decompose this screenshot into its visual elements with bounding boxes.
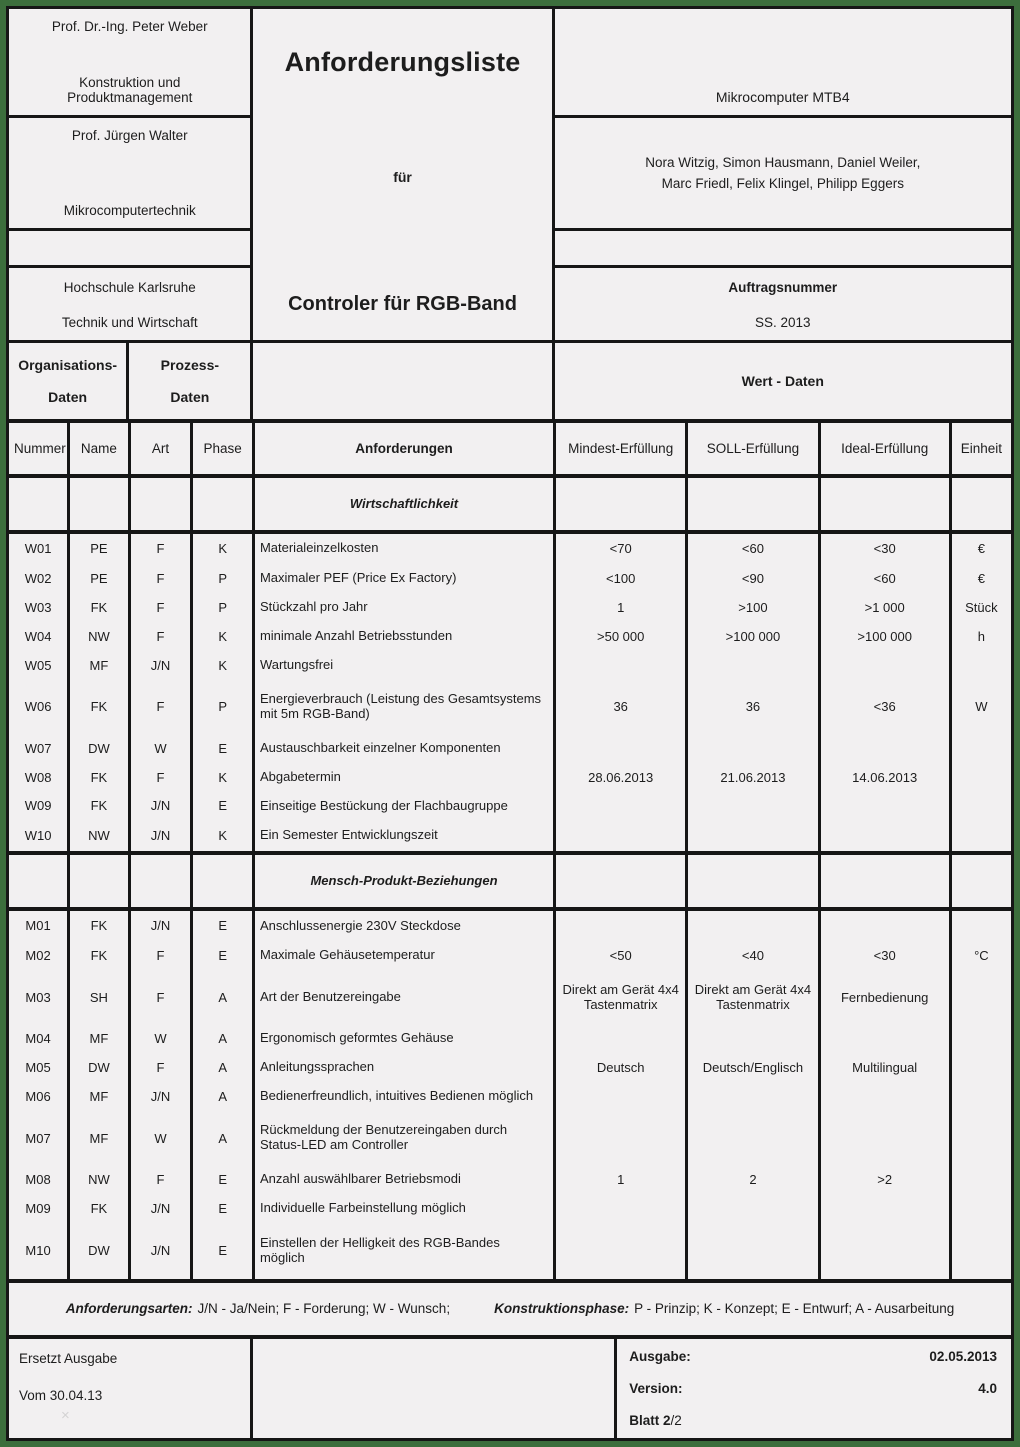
cell-mindest-erfuellung — [555, 1024, 687, 1053]
cell-soll-erfuellung: 21.06.2013 — [687, 763, 819, 792]
cell-mindest-erfuellung — [555, 1223, 687, 1281]
cell-phase: A — [192, 1024, 254, 1053]
requirement-row — [9, 593, 1011, 622]
cell-phase: E — [192, 792, 254, 821]
cell-einheit: € — [950, 564, 1011, 593]
professor-1-name: Prof. Dr.-Ing. Peter Weber — [51, 19, 208, 34]
cell-mindest-erfuellung: <100 — [555, 564, 687, 593]
footer-edition-box — [617, 1339, 1011, 1438]
cell-einheit — [950, 820, 1011, 852]
cell-name: NW — [69, 820, 130, 852]
cell-ideal-erfuellung — [819, 909, 950, 941]
cell-nummer: M10 — [9, 1223, 69, 1281]
cell-mindest-erfuellung — [555, 1194, 687, 1223]
cell-art: J/N — [129, 909, 192, 941]
col-name: Name — [69, 423, 130, 476]
team-members-line2: Marc Friedl, Felix Klingel, Philipp Eggers — [661, 176, 904, 191]
table-column-header-row — [9, 423, 1011, 476]
section-empty-cell — [9, 476, 69, 532]
ersetzt-ausgabe-date: Vom 30.04.13 — [19, 1388, 103, 1403]
cell-phase: K — [192, 763, 254, 792]
cell-soll-erfuellung — [687, 792, 819, 821]
cell-nummer: M05 — [9, 1053, 69, 1082]
section-empty-cell — [129, 476, 192, 532]
professor-2-name: Prof. Jürgen Walter — [71, 128, 188, 143]
section-label-mensch-produkt: Mensch-Produkt-Beziehungen — [253, 853, 554, 909]
cell-mindest-erfuellung — [555, 820, 687, 852]
cell-anforderung: Anleitungssprachen — [253, 1053, 554, 1082]
cell-ideal-erfuellung: Multilingual — [819, 1053, 950, 1082]
cell-nummer: M09 — [9, 1194, 69, 1223]
version-row — [629, 1381, 997, 1396]
cell-name: FK — [69, 909, 130, 941]
cell-soll-erfuellung: <90 — [687, 564, 819, 593]
cell-art: J/N — [129, 1194, 192, 1223]
cell-anforderung: Einstellen der Helligkeit des RGB-Bandes möglich — [253, 1223, 554, 1281]
document-title: Anforderungsliste — [284, 47, 521, 77]
cell-einheit — [950, 1053, 1011, 1082]
project-name: Mikrocomputer MTB4 — [715, 89, 850, 105]
requirement-row — [9, 1024, 1011, 1053]
cell-ideal-erfuellung — [819, 1111, 950, 1165]
cell-einheit — [950, 763, 1011, 792]
cell-mindest-erfuellung: 1 — [555, 593, 687, 622]
col-anforderungen: Anforderungen — [253, 423, 554, 476]
cell-soll-erfuellung — [687, 820, 819, 852]
cell-name: FK — [69, 680, 130, 734]
requirement-row — [9, 909, 1011, 941]
cell-anforderung: Anschlussenergie 230V Steckdose — [253, 909, 554, 941]
legend — [14, 1301, 1006, 1316]
cell-ideal-erfuellung: >100 000 — [819, 622, 950, 651]
cell-soll-erfuellung — [687, 1024, 819, 1053]
blatt-label: Blatt 2 — [629, 1413, 671, 1428]
cell-phase: A — [192, 1082, 254, 1111]
cell-mindest-erfuellung — [555, 1082, 687, 1111]
organisations-label: Organisations- — [18, 357, 118, 373]
professor-2-department: Mikrocomputertechnik — [63, 203, 196, 218]
section-empty-cell — [69, 476, 130, 532]
cell-einheit — [950, 1165, 1011, 1194]
cell-phase: K — [192, 622, 254, 651]
cell-phase: P — [192, 680, 254, 734]
cell-nummer: W04 — [9, 622, 69, 651]
cell-soll-erfuellung: Deutsch/Englisch — [687, 1053, 819, 1082]
cell-phase: A — [192, 1053, 254, 1082]
cell-nummer: M08 — [9, 1165, 69, 1194]
university-box — [9, 268, 250, 340]
cell-mindest-erfuellung: <50 — [555, 941, 687, 970]
cell-einheit: h — [950, 622, 1011, 651]
cell-mindest-erfuellung: Direkt am Gerät 4x4 Tastenmatrix — [555, 970, 687, 1024]
version-label: Version: — [629, 1381, 683, 1396]
team-box — [555, 118, 1011, 231]
cell-name: MF — [69, 1082, 130, 1111]
col-ideal-erfuellung: Ideal-Erfüllung — [819, 423, 950, 476]
requirements-table — [9, 423, 1011, 1335]
requirement-row — [9, 564, 1011, 593]
section-empty-cell — [819, 476, 950, 532]
cell-name: FK — [69, 941, 130, 970]
cell-phase: P — [192, 564, 254, 593]
section-empty-cell — [555, 853, 687, 909]
ausgabe-value: 02.05.2013 — [929, 1349, 997, 1364]
cell-ideal-erfuellung: <30 — [819, 532, 950, 564]
cell-phase: K — [192, 651, 254, 680]
cell-einheit — [950, 970, 1011, 1024]
anforderungsliste-form — [6, 6, 1014, 1441]
section-empty-cell — [192, 476, 254, 532]
title-block — [253, 9, 551, 340]
footer-empty-box — [253, 1339, 617, 1438]
cell-art: F — [129, 532, 192, 564]
cell-art: W — [129, 1111, 192, 1165]
col-soll-erfuellung: SOLL-Erfüllung — [687, 423, 819, 476]
cell-ideal-erfuellung: <60 — [819, 564, 950, 593]
cell-name: MF — [69, 651, 130, 680]
cell-phase: E — [192, 941, 254, 970]
cell-anforderung: Wartungsfrei — [253, 651, 554, 680]
cell-mindest-erfuellung: >50 000 — [555, 622, 687, 651]
wert-daten-label: Wert - Daten — [741, 373, 824, 389]
cell-ideal-erfuellung — [819, 651, 950, 680]
form-header — [9, 9, 1011, 343]
cell-einheit — [950, 1111, 1011, 1165]
cell-mindest-erfuellung: 1 — [555, 1165, 687, 1194]
col-mindest-erfuellung: Mindest-Erfüllung — [555, 423, 687, 476]
cell-soll-erfuellung: >100 — [687, 593, 819, 622]
requirement-row — [9, 1053, 1011, 1082]
requirement-row — [9, 763, 1011, 792]
cell-nummer: W10 — [9, 820, 69, 852]
section-row-mensch-produkt — [9, 853, 1011, 909]
cell-ideal-erfuellung — [819, 1223, 950, 1281]
cell-anforderung: Einseitige Bestückung der Flachbaugruppe — [253, 792, 554, 821]
cell-anforderung: Ein Semester Entwicklungszeit — [253, 820, 554, 852]
cell-soll-erfuellung — [687, 734, 819, 763]
cell-art: J/N — [129, 651, 192, 680]
cell-phase: A — [192, 1111, 254, 1165]
cell-nummer: W02 — [9, 564, 69, 593]
cell-phase: E — [192, 1223, 254, 1281]
cell-einheit — [950, 792, 1011, 821]
cell-name: MF — [69, 1024, 130, 1053]
cell-nummer: M02 — [9, 941, 69, 970]
product-name: Controler für RGB-Band — [288, 293, 517, 315]
blatt-row — [629, 1413, 997, 1428]
requirement-row — [9, 1111, 1011, 1165]
cell-art: J/N — [129, 792, 192, 821]
title-connector: für — [393, 169, 412, 185]
cell-soll-erfuellung: 36 — [687, 680, 819, 734]
cell-phase: K — [192, 532, 254, 564]
cell-ideal-erfuellung: <30 — [819, 941, 950, 970]
cell-phase: E — [192, 734, 254, 763]
cell-ideal-erfuellung — [819, 792, 950, 821]
legend-anforderungsarten — [66, 1301, 450, 1316]
requirement-row — [9, 1194, 1011, 1223]
cell-mindest-erfuellung: <70 — [555, 532, 687, 564]
ausgabe-label: Ausgabe: — [629, 1349, 691, 1364]
cell-einheit — [950, 1223, 1011, 1281]
cell-art: J/N — [129, 1082, 192, 1111]
cell-nummer: W07 — [9, 734, 69, 763]
legend-phase-label: Konstruktionsphase: — [494, 1301, 630, 1317]
faint-x-mark: × — [61, 1407, 70, 1424]
cell-einheit: °C — [950, 941, 1011, 970]
cell-art: F — [129, 763, 192, 792]
legend-cell — [9, 1281, 1011, 1335]
cell-soll-erfuellung: 2 — [687, 1165, 819, 1194]
requirement-row — [9, 532, 1011, 564]
cell-soll-erfuellung: >100 000 — [687, 622, 819, 651]
cell-name: FK — [69, 792, 130, 821]
form-footer — [9, 1335, 1011, 1438]
project-box — [555, 9, 1011, 118]
professor-box-1 — [9, 9, 250, 118]
requirement-row — [9, 941, 1011, 970]
cell-art: J/N — [129, 1223, 192, 1281]
cell-nummer: W05 — [9, 651, 69, 680]
cell-name: DW — [69, 1223, 130, 1281]
requirement-row — [9, 820, 1011, 852]
requirement-row — [9, 734, 1011, 763]
cell-anforderung: Anzahl auswählbarer Betriebsmodi — [253, 1165, 554, 1194]
cell-anforderung: Materialeinzelkosten — [253, 532, 554, 564]
cell-name: DW — [69, 1053, 130, 1082]
cell-phase: P — [192, 593, 254, 622]
cell-art: F — [129, 1165, 192, 1194]
cell-einheit — [950, 1194, 1011, 1223]
section-empty-cell — [555, 476, 687, 532]
cell-art: W — [129, 734, 192, 763]
cell-art: F — [129, 941, 192, 970]
section-empty-cell — [950, 476, 1011, 532]
cell-art: F — [129, 970, 192, 1024]
cell-ideal-erfuellung — [819, 820, 950, 852]
cell-anforderung: Stückzahl pro Jahr — [253, 593, 554, 622]
cell-anforderung: Individuelle Farbeinstellung möglich — [253, 1194, 554, 1223]
legend-row — [9, 1281, 1011, 1335]
cell-name: FK — [69, 1194, 130, 1223]
empty-spacer-box-right — [555, 231, 1011, 268]
cell-nummer: M04 — [9, 1024, 69, 1053]
cell-ideal-erfuellung: Fernbedienung — [819, 970, 950, 1024]
section-empty-cell — [687, 853, 819, 909]
cell-ideal-erfuellung — [819, 734, 950, 763]
cell-phase: E — [192, 1165, 254, 1194]
section-empty-cell — [819, 853, 950, 909]
cell-nummer: W01 — [9, 532, 69, 564]
cell-soll-erfuellung: <40 — [687, 941, 819, 970]
requirement-row — [9, 651, 1011, 680]
requirement-row — [9, 792, 1011, 821]
cell-art: F — [129, 622, 192, 651]
group-organisationsdaten — [9, 343, 129, 419]
requirement-row — [9, 622, 1011, 651]
section-empty-cell — [950, 853, 1011, 909]
requirement-row — [9, 1223, 1011, 1281]
cell-nummer: W06 — [9, 680, 69, 734]
cell-nummer: W08 — [9, 763, 69, 792]
cell-nummer: W09 — [9, 792, 69, 821]
section-row-wirtschaftlichkeit — [9, 476, 1011, 532]
cell-einheit: Stück — [950, 593, 1011, 622]
cell-soll-erfuellung — [687, 651, 819, 680]
cell-name: PE — [69, 564, 130, 593]
order-number-value: SS. 2013 — [755, 315, 811, 330]
cell-anforderung: Ergonomisch geformtes Gehäuse — [253, 1024, 554, 1053]
cell-ideal-erfuellung: <36 — [819, 680, 950, 734]
ausgabe-row — [629, 1349, 997, 1364]
requirement-row — [9, 1165, 1011, 1194]
cell-einheit: W — [950, 680, 1011, 734]
cell-einheit — [950, 909, 1011, 941]
group-wertdaten — [555, 343, 1011, 419]
col-nummer: Nummer — [9, 423, 69, 476]
cell-anforderung: Energieverbrauch (Leistung des Gesamtsystems mit 5m RGB-Band) — [253, 680, 554, 734]
section-empty-cell — [9, 853, 69, 909]
cell-anforderung: minimale Anzahl Betriebsstunden — [253, 622, 554, 651]
cell-name: SH — [69, 970, 130, 1024]
legend-arten-label: Anforderungsarten: — [65, 1301, 193, 1317]
cell-einheit — [950, 734, 1011, 763]
order-number-label: Auftragsnummer — [728, 280, 838, 295]
cell-mindest-erfuellung: 28.06.2013 — [555, 763, 687, 792]
cell-ideal-erfuellung: >2 — [819, 1165, 950, 1194]
cell-phase: K — [192, 820, 254, 852]
professor-1-department: Konstruktion und Produktmanagement — [67, 75, 193, 105]
professor-box-2 — [9, 118, 250, 231]
cell-mindest-erfuellung — [555, 792, 687, 821]
cell-anforderung: Rückmeldung der Benutzereingaben durch Status-LED am Controller — [253, 1111, 554, 1165]
requirement-row — [9, 680, 1011, 734]
cell-name: DW — [69, 734, 130, 763]
university-faculty: Technik und Wirtschaft — [61, 315, 198, 330]
organisations-daten-label: Daten — [48, 389, 88, 405]
footer-replaced-edition-box — [9, 1339, 253, 1438]
cell-anforderung: Maximale Gehäusetemperatur — [253, 941, 554, 970]
cell-anforderung: Art der Benutzereingabe — [253, 970, 554, 1024]
section-empty-cell — [69, 853, 130, 909]
header-right-column — [555, 9, 1011, 340]
cell-anforderung: Abgabetermin — [253, 763, 554, 792]
cell-anforderung: Maximaler PEF (Price Ex Factory) — [253, 564, 554, 593]
cell-anforderung: Austauschbarkeit einzelner Komponenten — [253, 734, 554, 763]
order-number-box — [555, 268, 1011, 340]
cell-soll-erfuellung — [687, 1082, 819, 1111]
cell-nummer: W03 — [9, 593, 69, 622]
cell-phase: E — [192, 1194, 254, 1223]
cell-mindest-erfuellung: Deutsch — [555, 1053, 687, 1082]
cell-art: J/N — [129, 820, 192, 852]
cell-einheit: € — [950, 532, 1011, 564]
cell-mindest-erfuellung — [555, 1111, 687, 1165]
cell-soll-erfuellung — [687, 1194, 819, 1223]
requirement-row — [9, 1082, 1011, 1111]
cell-name: NW — [69, 622, 130, 651]
cell-anforderung: Bedienerfreundlich, intuitives Bedienen möglich — [253, 1082, 554, 1111]
cell-art: F — [129, 680, 192, 734]
cell-art: W — [129, 1024, 192, 1053]
cell-ideal-erfuellung — [819, 1194, 950, 1223]
cell-name: MF — [69, 1111, 130, 1165]
cell-einheit — [950, 651, 1011, 680]
section-empty-cell — [129, 853, 192, 909]
col-art: Art — [129, 423, 192, 476]
cell-soll-erfuellung: Direkt am Gerät 4x4 Tastenmatrix — [687, 970, 819, 1024]
section-empty-cell — [192, 853, 254, 909]
requirement-row — [9, 970, 1011, 1024]
cell-soll-erfuellung — [687, 1111, 819, 1165]
legend-arten-text: J/N - Ja/Nein; F - Forderung; W - Wunsch; — [197, 1301, 451, 1317]
cell-mindest-erfuellung — [555, 734, 687, 763]
table-body-mensch-produkt — [9, 909, 1011, 1281]
cell-art: F — [129, 1053, 192, 1082]
column-group-header — [9, 343, 1011, 423]
cell-name: PE — [69, 532, 130, 564]
cell-nummer: M06 — [9, 1082, 69, 1111]
cell-einheit — [950, 1024, 1011, 1053]
cell-ideal-erfuellung: 14.06.2013 — [819, 763, 950, 792]
col-phase: Phase — [192, 423, 254, 476]
header-center-column — [253, 9, 554, 340]
team-members-line1: Nora Witzig, Simon Hausmann, Daniel Weiler, — [645, 155, 921, 170]
section-label-wirtschaftlichkeit: Wirtschaftlichkeit — [253, 476, 554, 532]
cell-mindest-erfuellung — [555, 909, 687, 941]
cell-nummer: M07 — [9, 1111, 69, 1165]
cell-nummer: M03 — [9, 970, 69, 1024]
blatt-total: /2 — [670, 1413, 682, 1428]
prozess-daten-label: Daten — [170, 389, 210, 405]
cell-art: F — [129, 593, 192, 622]
col-einheit: Einheit — [950, 423, 1011, 476]
cell-soll-erfuellung — [687, 909, 819, 941]
cell-ideal-erfuellung: >1 000 — [819, 593, 950, 622]
group-prozessdaten — [129, 343, 253, 419]
university-name: Hochschule Karlsruhe — [63, 280, 196, 295]
cell-soll-erfuellung — [687, 1223, 819, 1281]
header-left-column — [9, 9, 253, 340]
cell-mindest-erfuellung: 36 — [555, 680, 687, 734]
cell-phase: E — [192, 909, 254, 941]
legend-konstruktionsphase — [494, 1301, 954, 1316]
cell-name: FK — [69, 593, 130, 622]
cell-phase: A — [192, 970, 254, 1024]
cell-nummer: M01 — [9, 909, 69, 941]
version-value: 4.0 — [978, 1381, 997, 1396]
cell-soll-erfuellung: <60 — [687, 532, 819, 564]
prozess-label: Prozess- — [160, 357, 220, 373]
table-body-wirtschaftlichkeit — [9, 532, 1011, 853]
cell-art: F — [129, 564, 192, 593]
cell-ideal-erfuellung — [819, 1024, 950, 1053]
cell-einheit — [950, 1082, 1011, 1111]
group-anforderungen-spacer — [253, 343, 554, 419]
cell-name: FK — [69, 763, 130, 792]
legend-phase-text: P - Prinzip; K - Konzept; E - Entwurf; A - Ausarbeitung — [634, 1301, 955, 1317]
cell-name: NW — [69, 1165, 130, 1194]
section-empty-cell — [687, 476, 819, 532]
ersetzt-ausgabe-label: Ersetzt Ausgabe — [19, 1351, 118, 1366]
cell-mindest-erfuellung — [555, 651, 687, 680]
empty-spacer-box — [9, 231, 250, 268]
cell-ideal-erfuellung — [819, 1082, 950, 1111]
